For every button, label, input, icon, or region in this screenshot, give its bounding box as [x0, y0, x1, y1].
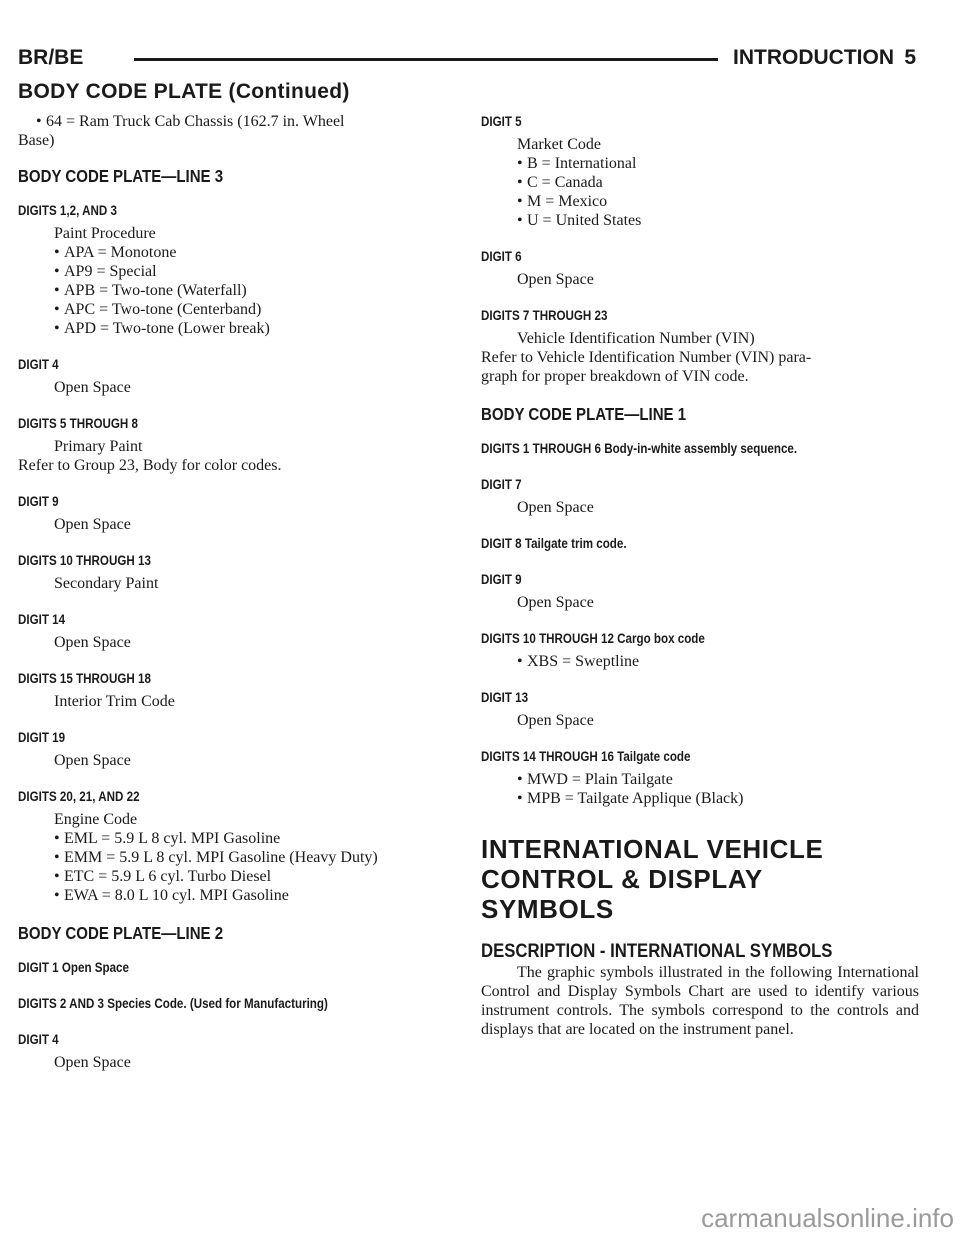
list-item: • ETC = 5.9 L 6 cyl. Turbo Diesel	[54, 868, 272, 885]
list-item: • EMM = 5.9 L 8 cyl. MPI Gasoline (Heavy Duty)	[54, 849, 378, 866]
paragraph: Primary Paint	[54, 438, 143, 455]
paragraph: Vehicle Identification Number (VIN)	[517, 330, 755, 347]
subsection-heading: DIGIT 5	[481, 114, 522, 129]
paragraph: graph for proper breakdown of VIN code.	[481, 368, 749, 385]
paragraph: Engine Code	[54, 811, 138, 828]
paragraph: Open Space	[517, 712, 594, 729]
subsection-heading: DIGIT 7	[481, 477, 522, 492]
subsection-heading: DIGITS 2 AND 3 Species Code. (Used for Manufacturing)	[18, 996, 328, 1011]
subsection-heading: DIGITS 20, 21, AND 22	[18, 789, 140, 804]
list-item: • U = United States	[517, 212, 642, 229]
section-heading: BODY CODE PLATE—LINE 3	[18, 166, 224, 186]
subsection-heading: DIGIT 19	[18, 730, 66, 745]
subsection-heading: DIGIT 4	[18, 1032, 59, 1047]
section-heading: DESCRIPTION - INTERNATIONAL SYMBOLS	[481, 941, 833, 962]
paragraph: Open Space	[517, 499, 594, 516]
left-column	[18, 112, 458, 1072]
subsection-heading: DIGITS 7 THROUGH 23	[481, 308, 608, 323]
paragraph: Refer to Vehicle Identification Number (VIN) para-	[481, 349, 812, 366]
paragraph: Paint Procedure	[54, 225, 156, 242]
paragraph: The graphic symbols illustrated in the following International Control and Display Symbols Chart are used to identify various instrument controls. The symbols correspond to the controls and displays that are located on the instrument panel.	[481, 964, 919, 1038]
subsection-heading: DIGIT 8 Tailgate trim code.	[481, 536, 627, 551]
list-item: • B = International	[517, 155, 637, 172]
header-model: BR/BE	[18, 46, 84, 69]
header-section: INTRODUCTION	[733, 46, 894, 69]
subsection-heading: DIGIT 6	[481, 249, 522, 264]
section-heading: BODY CODE PLATE—LINE 1	[481, 404, 687, 424]
paragraph: Open Space	[517, 271, 594, 288]
list-item: • APA = Monotone	[54, 244, 177, 261]
subsection-heading: DIGITS 15 THROUGH 18	[18, 671, 151, 686]
list-item: • APB = Two-tone (Waterfall)	[54, 282, 247, 299]
continued-title: BODY CODE PLATE (Continued)	[18, 80, 350, 103]
subsection-heading: DIGITS 1,2, AND 3	[18, 203, 117, 218]
subsection-heading: DIGITS 5 THROUGH 8	[18, 416, 138, 431]
subsection-heading: DIGITS 10 THROUGH 12 Cargo box code	[481, 631, 705, 646]
page-header	[18, 46, 916, 76]
paragraph: Open Space	[54, 379, 131, 396]
subsection-heading: DIGITS 10 THROUGH 13	[18, 553, 151, 568]
list-item: • EWA = 8.0 L 10 cyl. MPI Gasoline	[54, 887, 289, 904]
list-item: • MPB = Tailgate Applique (Black)	[517, 790, 744, 807]
list-item: • M = Mexico	[517, 193, 608, 210]
subsection-heading: DIGIT 14	[18, 612, 66, 627]
section-heading: BODY CODE PLATE—LINE 2	[18, 923, 224, 943]
watermark: carmanualsonline.info	[701, 1203, 954, 1233]
list-item: • XBS = Sweptline	[517, 653, 640, 670]
paragraph: Market Code	[517, 136, 601, 153]
header-rule	[134, 58, 718, 61]
list-item: • MWD = Plain Tailgate	[517, 771, 673, 788]
list-item: • EML = 5.9 L 8 cyl. MPI Gasoline	[54, 830, 281, 847]
list-item: • AP9 = Special	[54, 263, 157, 280]
list-item: • 64 = Ram Truck Cab Chassis (162.7 in. Wheel	[36, 113, 345, 130]
paragraph: Open Space	[54, 516, 131, 533]
paragraph: Open Space	[54, 1054, 131, 1071]
paragraph: Base)	[18, 132, 55, 149]
subsection-heading: DIGIT 1 Open Space	[18, 960, 129, 975]
list-item: • APD = Two-tone (Lower break)	[54, 320, 270, 337]
paragraph: Open Space	[54, 634, 131, 651]
list-item: • APC = Two-tone (Centerband)	[54, 301, 262, 318]
subsection-heading: DIGIT 9	[18, 494, 59, 509]
subsection-heading: DIGIT 9	[481, 572, 522, 587]
header-page-number: 5	[904, 46, 916, 69]
subsection-heading: DIGITS 1 THROUGH 6 Body-in-white assembly sequence.	[481, 441, 798, 456]
right-column	[481, 112, 919, 1039]
paragraph: Refer to Group 23, Body for color codes.	[18, 457, 282, 474]
paragraph: Interior Trim Code	[54, 693, 175, 710]
subsection-heading: DIGITS 14 THROUGH 16 Tailgate code	[481, 749, 691, 764]
paragraph: Secondary Paint	[54, 575, 159, 592]
list-item: • C = Canada	[517, 174, 603, 191]
paragraph: Open Space	[54, 752, 131, 769]
paragraph: Open Space	[517, 594, 594, 611]
subsection-heading: DIGIT 4	[18, 357, 59, 372]
subsection-heading: DIGIT 13	[481, 690, 529, 705]
chapter-title: INTERNATIONAL VEHICLE CONTROL & DISPLAY SYMBOLS	[481, 834, 824, 924]
